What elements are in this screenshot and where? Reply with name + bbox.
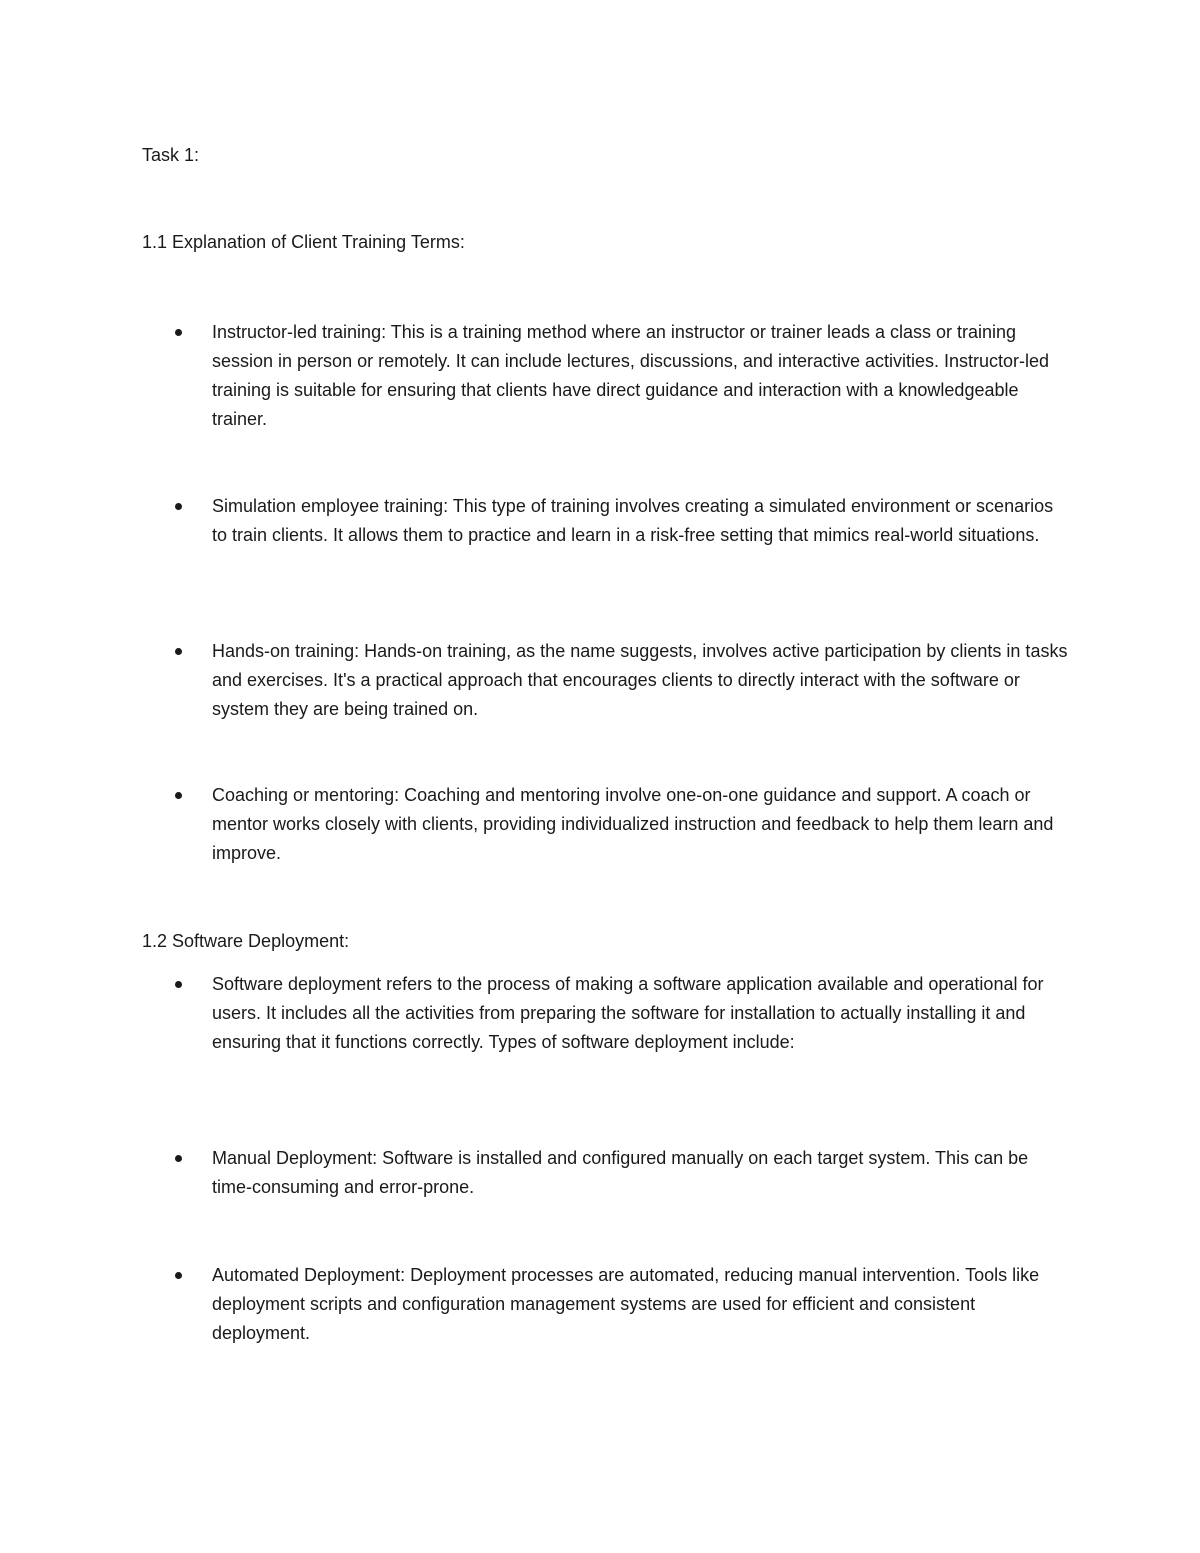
list-item-automated-deployment xyxy=(142,1261,1062,1348)
list-item-text: Hands-on training: Hands-on training, as the name suggests, involves active participation by clients in tasks and exercises. It's a practical approach that encourages clients to directly interact with the software or system they are being trained on. xyxy=(212,641,1068,719)
list-item-hands-on xyxy=(142,637,1068,724)
list-item-text: Simulation employee training: This type of training involves creating a simulated environment or scenarios to train clients. It allows them to practice and learn in a risk-free setting that mimics real-world situations. xyxy=(212,496,1054,545)
bullet-icon xyxy=(174,970,182,999)
list-item-instructor-led xyxy=(142,318,1062,434)
bullet-icon xyxy=(174,492,182,521)
list-item-text: Automated Deployment: Deployment processes are automated, reducing manual intervention. Tools like deployment scripts and configuration management systems are used for efficient and consistent deployment. xyxy=(212,1265,1040,1343)
list-item-deployment-definition xyxy=(142,970,1062,1057)
list-item-simulation xyxy=(142,492,1062,550)
bullet-icon xyxy=(174,781,182,810)
list-item-text: Software deployment refers to the process of making a software application available and operational for users. It includes all the activities from preparing the software for installation to actually installing it and ensuring that it functions correctly. Types of software deployment include: xyxy=(212,974,1044,1052)
bullet-icon xyxy=(174,637,182,666)
list-item-text: Instructor-led training: This is a training method where an instructor or trainer leads a class or training session in person or remotely. It can include lectures, discussions, and interactive activities. Instructor-led training is suitable for ensuring that clients have direct guidance and interaction with a knowledgeable trainer. xyxy=(212,322,1050,429)
list-item-text: Manual Deployment: Software is installed and configured manually on each target system. This can be time-consuming and error-prone. xyxy=(212,1148,1029,1197)
section-heading-software-deployment: 1.2 Software Deployment: xyxy=(142,931,350,951)
bullet-icon xyxy=(174,318,182,347)
section-heading-training-terms: 1.1 Explanation of Client Training Terms: xyxy=(142,232,465,252)
bullet-icon xyxy=(174,1261,182,1290)
list-item-coaching xyxy=(142,781,1062,868)
list-item-manual-deployment xyxy=(142,1144,1062,1202)
bullet-icon xyxy=(174,1144,182,1173)
list-item-text: Coaching or mentoring: Coaching and mentoring involve one-on-one guidance and support. A coach or mentor works closely with clients, providing individualized instruction and feedback to help them learn and improve. xyxy=(212,785,1054,863)
task-heading: Task 1: xyxy=(142,145,200,165)
